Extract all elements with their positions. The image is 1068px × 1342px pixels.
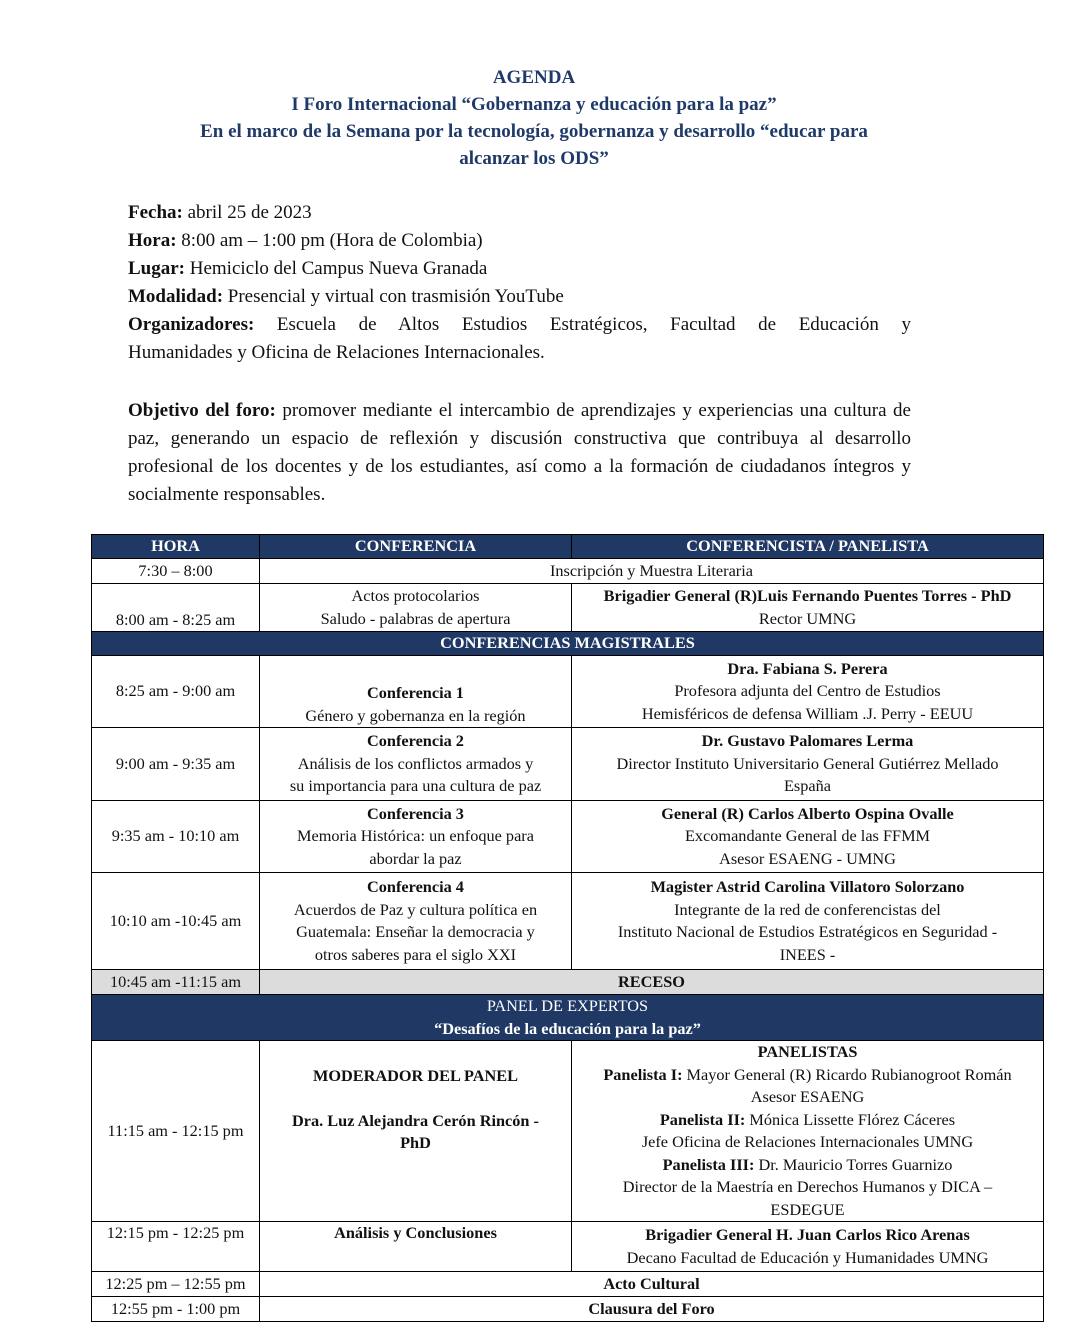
row-conference: Conferencia 4 Acuerdos de Paz y cultura política en Guatemala: Enseñar la democracia y otros saberes para el siglo XXI — [260, 873, 572, 970]
table-row — [92, 584, 1044, 632]
row-activity: Acto Cultural — [260, 1272, 1044, 1297]
row-time: 12:25 pm – 12:55 pm — [92, 1272, 260, 1297]
table-row — [92, 656, 1044, 728]
event-details — [128, 199, 911, 367]
section-conferencias-magistrales: CONFERENCIAS MAGISTRALES — [92, 632, 1044, 656]
table-row — [92, 1222, 1044, 1272]
row-speaker: Dr. Gustavo Palomares Lerma Director Instituto Universitario General Gutiérrez Mellado España — [572, 728, 1044, 801]
section-band — [92, 995, 1044, 1041]
row-conference: Actos protocolarios Saludo - palabras de apertura — [260, 584, 572, 632]
organizers-line2: Humanidades y Oficina de Relaciones Internacionales. — [128, 342, 545, 363]
modality-line: Modalidad: Presencial y virtual con trasmisión YouTube — [128, 286, 564, 307]
row-conference: Conferencia 3 Memoria Histórica: un enfoque para abordar la paz — [260, 801, 572, 873]
agenda-table — [91, 534, 1044, 1322]
row-time: 10:45 am -11:15 am — [92, 970, 260, 995]
header-conferencia: CONFERENCIA — [260, 535, 572, 559]
table-row — [92, 801, 1044, 873]
row-moderator: MODERADOR DEL PANEL Dra. Luz Alejandra Cerón Rincón - PhD — [260, 1041, 572, 1222]
table-header-row — [92, 535, 1044, 559]
table-row — [92, 1272, 1044, 1297]
agenda-title: AGENDA — [492, 67, 576, 88]
place-line: Lugar: Hemiciclo del Campus Nueva Granada — [128, 258, 488, 279]
row-speaker: Dra. Fabiana S. Perera Profesora adjunta del Centro de Estudios Hemisféricos de defensa William .J. Perry - EEUU — [572, 656, 1044, 728]
row-break: RECESO — [260, 970, 1044, 995]
section-band — [92, 632, 1044, 656]
section-panel-de-expertos: PANEL DE EXPERTOS “Desafíos de la educación para la paz” — [92, 995, 1044, 1041]
table-row — [92, 728, 1044, 801]
header-hora: HORA — [92, 535, 260, 559]
row-speaker: Magister Astrid Carolina Villatoro Solorzano Integrante de la red de conferencistas del Instituto Nacional de Estudios Estratégicos en Seguridad - INEES - — [572, 873, 1044, 970]
forum-subtitle-line1: En el marco de la Semana por la tecnología, gobernanza y desarrollo “educar para — [200, 121, 868, 142]
row-panelists: PANELISTAS Panelista I: Mayor General (R) Ricardo Rubianogroot Román Asesor ESAENG Panelista II: Mónica Lissette Flórez Cáceres Jefe Oficina de Relaciones Internacionales UMNG Panelista III: Dr. Mauricio Torres Guarnizo Director de la Maestría en Derechos Humanos y DICA – ESDEGUE — [572, 1041, 1044, 1222]
table-row — [92, 1297, 1044, 1322]
forum-subtitle-line2: alcanzar los ODS” — [459, 148, 609, 169]
row-time: 11:15 am - 12:15 pm — [92, 1041, 260, 1222]
table-row — [92, 1041, 1044, 1222]
row-activity: Inscripción y Muestra Literaria — [260, 559, 1044, 584]
header-conferencista: CONFERENCISTA / PANELISTA — [572, 535, 1044, 559]
row-time: 12:55 pm - 1:00 pm — [92, 1297, 260, 1322]
row-time: 9:35 am - 10:10 am — [92, 801, 260, 873]
organizers-line: Organizadores: Escuela de Altos Estudios Estratégicos, Facultad de Educación y — [128, 314, 911, 335]
table-row — [92, 873, 1044, 970]
row-time: 10:10 am -10:45 am — [92, 873, 260, 970]
row-time: 7:30 – 8:00 — [92, 559, 260, 584]
table-row — [92, 559, 1044, 584]
date-line: Fecha: abril 25 de 2023 — [128, 202, 312, 223]
row-time: 12:15 pm - 12:25 pm — [92, 1222, 260, 1272]
row-time: 8:25 am - 9:00 am — [92, 656, 260, 728]
row-time: 9:00 am - 9:35 am — [92, 728, 260, 801]
row-speaker: General (R) Carlos Alberto Ospina Ovalle Excomandante General de las FFMM Asesor ESAENG - UMNG — [572, 801, 1044, 873]
row-conference: Análisis y Conclusiones — [260, 1222, 572, 1272]
row-speaker: Brigadier General H. Juan Carlos Rico Arenas Decano Facultad de Educación y Humanidades UMNG — [572, 1222, 1044, 1272]
row-time: 8:00 am - 8:25 am — [92, 584, 260, 632]
row-activity: Clausura del Foro — [260, 1297, 1044, 1322]
row-speaker: Brigadier General (R)Luis Fernando Puentes Torres - PhD Rector UMNG — [572, 584, 1044, 632]
forum-objective: Objetivo del foro: promover mediante el intercambio de aprendizajes y experiencias una cultura de paz, generando un espacio de reflexión y discusión constructiva que contribuya al desarrollo profesional de los docentes y de los estudiantes, así como a la formación de ciudadanos íntegros y socialmente responsables. — [128, 400, 911, 505]
forum-title: I Foro Internacional “Gobernanza y educación para la paz” — [291, 94, 777, 115]
row-conference: Conferencia 2 Análisis de los conflictos armados y su importancia para una cultura de paz — [260, 728, 572, 801]
time-line: Hora: 8:00 am – 1:00 pm (Hora de Colombia) — [128, 230, 483, 251]
row-conference: Conferencia 1 Género y gobernanza en la región — [260, 656, 572, 728]
table-row — [92, 970, 1044, 995]
